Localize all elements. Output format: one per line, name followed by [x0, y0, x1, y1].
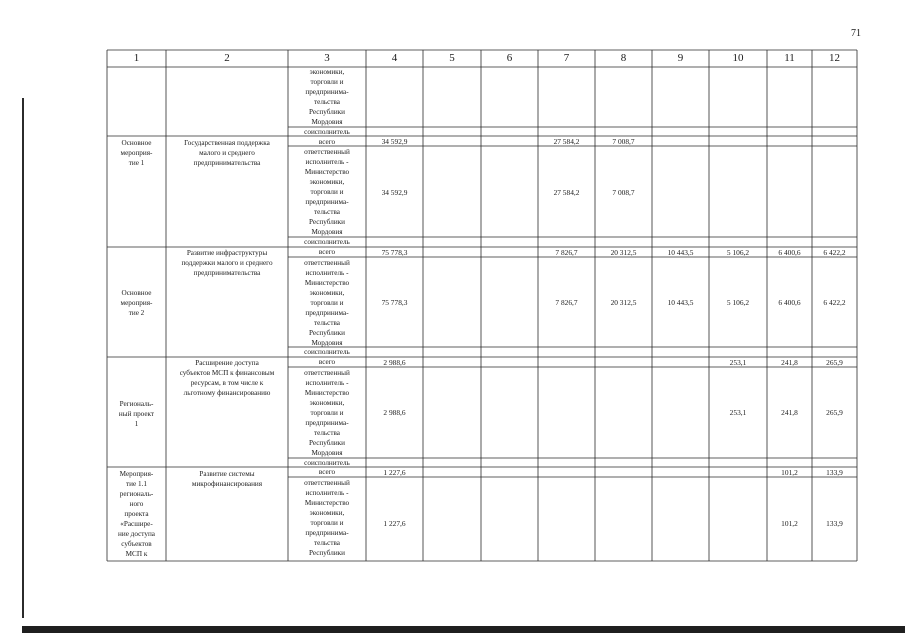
b1-resp-c4: 34 592,9	[381, 188, 408, 197]
b4-resp-c4: 1 227,6	[383, 519, 406, 528]
coexecutor-label: соисполнитель	[304, 128, 350, 136]
b3-total-c10: 253,1	[729, 358, 747, 367]
b2-coexecutor: соисполнитель	[304, 348, 350, 356]
col-header-3: 3	[324, 52, 330, 64]
b4-total-c4: 1 227,6	[383, 468, 406, 477]
b2-title: Развитие инфраструктуры поддержки малого и среднего предпринимательства	[181, 249, 273, 277]
b1-activity: Основное мероприя- тие 1	[120, 139, 153, 167]
b2-total-c7: 7 826,7	[555, 248, 578, 257]
b3-total-c12: 265,9	[826, 358, 843, 367]
b1-resp-c8: 7 008,7	[612, 188, 635, 197]
b2-total-c8: 20 312,5	[610, 248, 637, 257]
b2-resp-c9: 10 443,5	[667, 298, 694, 307]
b2-resp-c8: 20 312,5	[610, 298, 637, 307]
col-header-5: 5	[449, 52, 455, 64]
col-header-8: 8	[620, 52, 627, 64]
b4-total-label: всего	[318, 468, 336, 476]
responsible-continuation: экономики, торговли и предпринима- тельства Республики Мордовия	[305, 68, 349, 126]
b1-coexecutor: соисполнитель	[304, 238, 350, 246]
b3-resp-c11: 241,8	[781, 408, 798, 417]
b4-total-c11: 101,2	[781, 468, 798, 477]
col-header-2: 2	[224, 52, 230, 64]
col-header-10: 10	[732, 52, 744, 64]
b3-activity: Региональ- ный проект 1	[118, 400, 155, 428]
col-header-1: 1	[133, 52, 140, 64]
b3-total-c4: 2 988,6	[383, 358, 406, 367]
b3-title: Расширение доступа субъектов МСП к финансовым ресурсам, в том числе к льготному финансированию	[179, 359, 275, 397]
col-header-11: 11	[784, 52, 795, 64]
b3-total-label: всего	[318, 358, 336, 366]
col-header-4: 4	[391, 52, 398, 64]
b2-total-c10: 5 106,2	[726, 248, 750, 257]
b2-resp-c4: 75 778,3	[381, 298, 408, 307]
col-header-6: 6	[506, 52, 513, 64]
b1-resp-c7: 27 584,2	[553, 188, 580, 197]
b1-title: Государственная поддержка малого и среднего предпринимательства	[184, 139, 270, 167]
b2-total-c12: 6 422,2	[823, 248, 846, 257]
b3-resp-c10: 253,1	[729, 408, 747, 417]
b4-title: Развитие системы микрофинансирования	[191, 470, 263, 488]
b3-coexecutor: соисполнитель	[304, 459, 350, 467]
col-header-9: 9	[677, 52, 684, 64]
b4-resp-c11: 101,2	[781, 519, 798, 528]
b2-activity: Основное мероприя- тие 2	[120, 289, 153, 317]
b1-total-label: всего	[318, 138, 336, 146]
b1-total-c4: 34 592,9	[381, 137, 408, 146]
b4-total-c12: 133,9	[826, 468, 843, 477]
b2-total-label: всего	[318, 248, 336, 256]
b2-total-c9: 10 443,5	[667, 248, 694, 257]
col-header-12: 12	[829, 52, 840, 64]
b2-total-c4: 75 778,3	[381, 248, 408, 257]
b1-responsible: ответственный исполнитель - Министерство экономики, торговли и предпринима- тельства Республики Мордовия	[304, 148, 350, 236]
page-number: 71	[851, 28, 861, 39]
b2-resp-c7: 7 826,7	[555, 298, 578, 307]
b2-responsible: ответственный исполнитель - Министерство экономики, торговли и предпринима- тельства Республики Мордовия	[304, 259, 350, 347]
b1-total-c8: 7 008,7	[612, 137, 635, 146]
b3-resp-c12: 265,9	[826, 408, 843, 417]
col-header-7: 7	[563, 52, 570, 64]
b4-resp-c12: 133,9	[826, 519, 843, 528]
b3-responsible: ответственный исполнитель - Министерство экономики, торговли и предпринима- тельства Республики Мордовия	[304, 369, 350, 457]
b3-resp-c4: 2 988,6	[383, 408, 406, 417]
b3-total-c11: 241,8	[781, 358, 798, 367]
b2-resp-c11: 6 400,6	[778, 298, 801, 307]
b1-total-c7: 27 584,2	[553, 137, 580, 146]
b2-resp-c10: 5 106,2	[726, 298, 750, 307]
b4-responsible: ответственный исполнитель - Министерство экономики, торговли и предпринима- тельства Республики	[304, 479, 350, 557]
b2-total-c11: 6 400,6	[778, 248, 801, 257]
b2-resp-c12: 6 422,2	[823, 298, 846, 307]
b4-activity: Мероприя- тие 1.1 региональ- ного проекта «Расшире- ние доступа субъектов МСП к	[118, 470, 155, 558]
